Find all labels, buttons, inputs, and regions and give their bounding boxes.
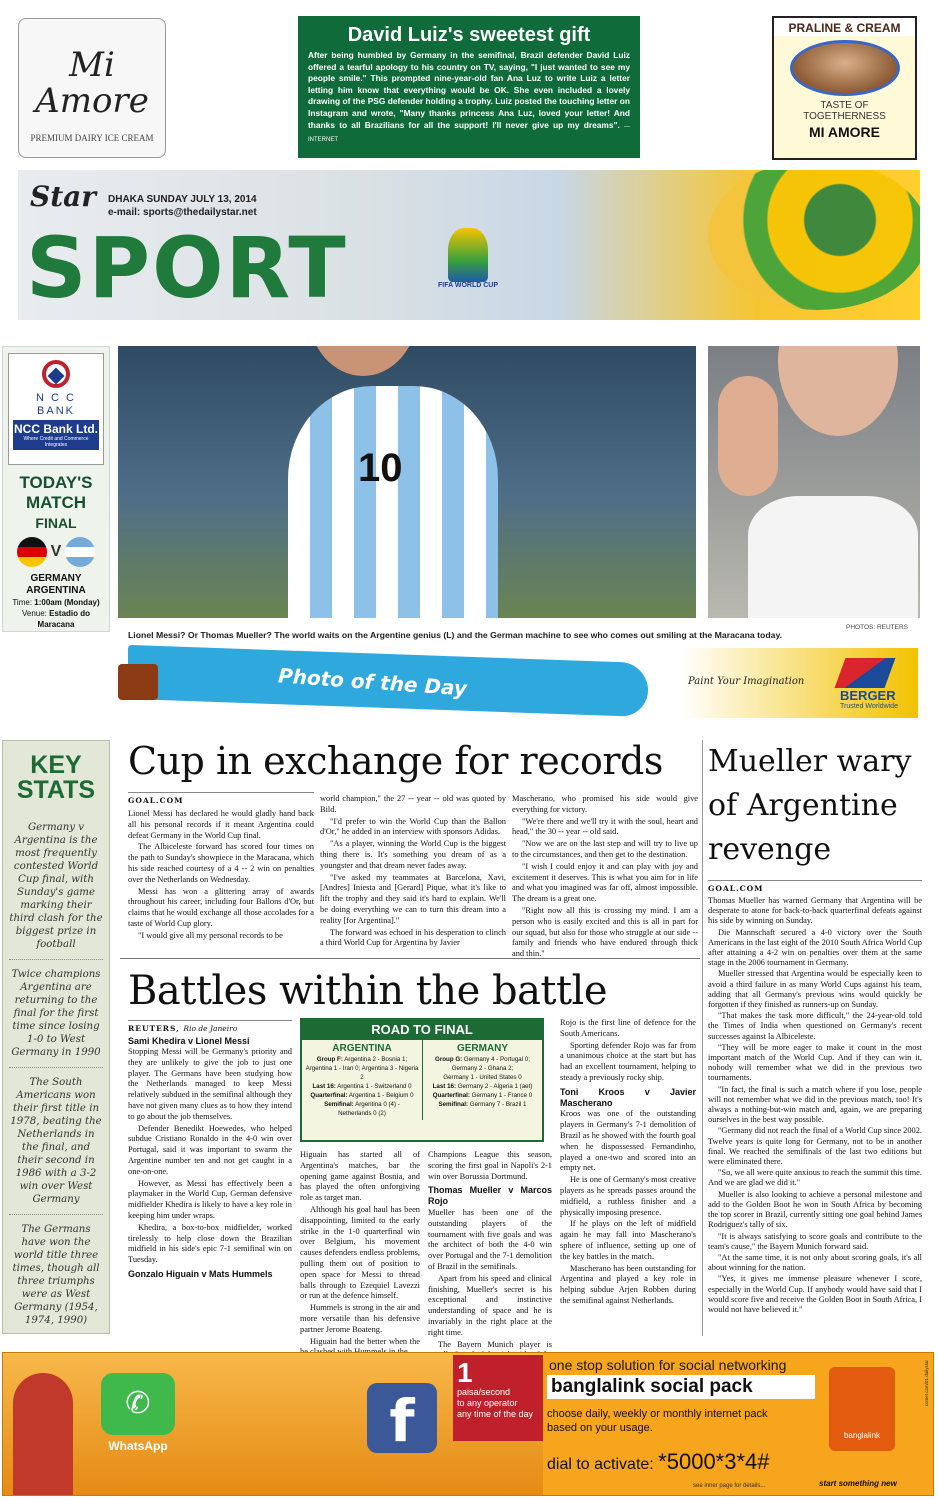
paragraph: "So, we all were quite anxious to reach the summit this time. And we are glad we did it." [708, 1168, 922, 1188]
road-label: Last 16: [312, 1083, 336, 1090]
road-text: Germany 7 - Brazil 1 [468, 1101, 527, 1108]
ncc-name-2: BANK [37, 405, 75, 417]
ad-dial [547, 1449, 770, 1475]
paragraph: "Germany did not reach the final of a World Cup since 2002. Twelve years is quite long for Germany, not to be in another final. We reached the semifinals of the last two editions but were eliminated there. [708, 1126, 923, 1167]
paragraph: Mueller is also looking to achieve a personal milestone and add to the Golden Boot he won in South Africa by becoming the top scorer in Brazil, currently sitting one goal behind James Rodriguez's tally of six. [708, 1189, 922, 1230]
brazuca-ball-graphic [708, 170, 920, 310]
key-stats-title [9, 753, 103, 803]
article1-col2 [320, 794, 506, 950]
paragraph: Mueller stressed that Argentina would be especially keen to avoid a third failure in as many World Cups against his team, adding that all Germany's previous wins would quickly be forgotten if they finished as runners-up on Sunday. [708, 969, 922, 1010]
rate-box [453, 1355, 543, 1441]
paragraph: Mascherano has been outstanding for Argentina and played a key role in helping subdue Arjen Robben during the semifinal against Netherlands. [560, 1263, 696, 1305]
masthead [18, 170, 920, 320]
photo-caption: Lionel Messi? Or Thomas Mueller? The world waits on the Argentine genius (L) and the German machine to see who comes out smiling at the Maracana today. [128, 630, 783, 640]
ncc-logo-icon [42, 360, 70, 388]
article1-col3 [512, 794, 698, 961]
road-label: Last 16: [432, 1083, 457, 1090]
argentina-road [302, 1040, 422, 1120]
world-cup-label: FIFA WORLD CUP [438, 282, 499, 289]
whatsapp-label: WhatsApp [108, 1439, 168, 1453]
dial-code: *5000*3*4# [658, 1449, 770, 1474]
paragraph: However, as Messi has effectively been a playmaker in the World Cup, German defensive midfielder Khedira is likely to have a key role in keeping him under wraps. [128, 1178, 292, 1220]
article3-byline: GOAL.COM [708, 880, 922, 893]
paragraph: "I've asked my teammates at Barcelona, Xavi, [Andres] Iniesta and [Gerard] Pique, what it's like to lift the trophy and they said it's hard to explain. We'll be doing everything we can to turn this dream into a reality [for Argentina]." [320, 872, 506, 925]
match-time [3, 597, 109, 608]
ad-see-inner: see inner page for details... [693, 1483, 766, 1489]
praline-ad [772, 16, 917, 160]
flags [3, 537, 109, 567]
road-line [305, 1109, 419, 1118]
photo-of-the-day-banner [128, 648, 918, 718]
banglalink-ad [2, 1352, 934, 1496]
paragraph: "That makes the task more difficult," the 24-year-old told the Times of India when questioned on Germany's recent successes against la Albiceleste. [708, 1011, 922, 1041]
paragraph: The Bayern Munich player is [438, 1339, 552, 1349]
argentina-flag-icon [65, 537, 95, 567]
paragraph: "At the same time, it is not only about scoring goals, it's all about winning for the nation. [708, 1252, 922, 1273]
dial-label: dial to activate: [547, 1456, 659, 1473]
paragraph: "I would give all my personal records to be [138, 930, 283, 940]
subhead: Gonzalo Higuain v Mats Hummels [128, 1268, 273, 1279]
gift-title: David Luiz's sweetest gift [347, 24, 591, 46]
team-name: ARGENTINA [332, 1043, 392, 1054]
headline-mueller: Mueller wary of Argentine revenge [708, 744, 912, 867]
messi-shirt [288, 386, 498, 618]
miamore-logo: Mi Amore [35, 45, 149, 121]
germany-flag-icon [17, 537, 47, 567]
ncc-name-1: N C C [36, 392, 76, 404]
road-text: Argentina 1 - Switzerland 0 [335, 1083, 412, 1090]
paragraph: "Right now all this is crossing my mind. I am a person who is easily excited and this is all in part for our squad, but also for those who struggle at our side -- family and friends who have endured through thick and thin." [512, 905, 698, 959]
road-text: Germany 1 - France 0 [469, 1092, 533, 1099]
agency-credit: comet.com/01 dailystar [924, 1360, 929, 1407]
potd-title: Photo of the Day [277, 663, 468, 701]
time-label: Time: [12, 598, 35, 607]
road-text: Germany 2 - Algeria 1 (aet) [456, 1083, 533, 1090]
venue-label: Venue: [21, 609, 50, 618]
paragraph: The forward was echoed in his desperation to clinch a third World Cup for Argentina by Javier [320, 927, 506, 948]
road-text: Argentina 1 - Belgium 0 [347, 1092, 414, 1099]
ncc-ltd: NCC Bank Ltd. [14, 422, 98, 436]
mueller-photo [708, 346, 920, 618]
road-label: Group G: [435, 1056, 463, 1063]
paragraph: Kroos was one of the outstanding players in Germany's 7-1 demolition of Brazil as he showed with the fourth goal when he dispossessed Fernandinho, played a one-two and scored into an empty net. [560, 1109, 696, 1173]
paragraph: Stopping Messi will be Germany's priority and they are unlikely to give the job to just one player. The Germans have been studying how the Netherlands managed to keep Messi relatively subdued in the semifinal although they have not given many clues as to how they intend to go about the job themselves. [128, 1047, 292, 1121]
article3-body [708, 880, 922, 1316]
key-stat: The South Americans won their first title in 1978, beating the Netherlands in the final, and their second in 1986 with a 3-2 win over West Germany [9, 1068, 103, 1215]
ice-cream-tub-image [790, 40, 900, 96]
road-line [426, 1073, 539, 1082]
paragraph: Messi has won a glittering array of awards throughout his career, including four Ballons d'Or, but claims that he would exchange all those accolades for a taste of World Cup glory. [128, 886, 314, 928]
whatsapp-icon: ✆ [101, 1373, 175, 1435]
paragraph: Lionel Messi has declared he would gladly hand back all his personal records if it meant Argentina could defeat Germany in the World Cup final. [128, 809, 314, 840]
ad-line-2: banglalink social pack [547, 1375, 815, 1399]
road-line [305, 1100, 419, 1109]
headline-cup-records: Cup in exchange for records [128, 739, 663, 783]
sport-title: SPORT [26, 219, 348, 317]
road-text: Germany 4 - Portugal 0; [462, 1056, 530, 1063]
road-label: Quarterfinal: [432, 1092, 470, 1099]
final-label: FINAL [35, 515, 77, 531]
ad-line-3a: choose daily, weekly or monthly internet pack [547, 1408, 768, 1420]
team-1: GERMANY [30, 573, 82, 584]
paragraph: Thomas Mueller has warned Germany that Argentina will be desperate to atone for back-to-back quarterfinal defeats against his side by winning on Sunday. [708, 896, 922, 926]
todays-match-heading [3, 473, 109, 513]
world-cup-emblem-icon [448, 228, 488, 282]
headline-battles: Battles within the battle [128, 968, 608, 1014]
date: DHAKA SUNDAY JULY 13, 2014 [108, 194, 257, 205]
road-line [305, 1055, 419, 1064]
ad-copy [543, 1353, 934, 1496]
miamore-tagline: PREMIUM DAIRY ICE CREAM [30, 133, 154, 143]
key-stat: The Germans have won the world title three times, though all three triumphs were as West Germany (1954, 1974, 1990) [12, 1224, 100, 1326]
road-line [426, 1055, 539, 1064]
paragraph: If he plays on the left of midfield again he may fall into Mascherano's sphere of influence, setting up one of the key battles in the match. [560, 1219, 696, 1261]
paragraph: Higuain had the better when the [310, 1336, 420, 1346]
berger-slogan: Paint Your Imagination [688, 676, 805, 687]
road-text: Netherlands 0 (2) [338, 1110, 386, 1117]
gift-story [298, 16, 640, 158]
praline-brand: MI AMORE [808, 124, 881, 140]
paragraph: Defender Benedikt Hoewedes, who helped subdue Cristiano Ronaldo in the 4-0 win over Portugal, said it was important to swarm the Argentine number ten and not get caught in a one-on-one. [128, 1123, 292, 1176]
road-to-final-box [300, 1018, 544, 1142]
key-stats-title-2: STATS [16, 776, 96, 804]
road-text: Argentina 0 (4) - [353, 1101, 400, 1108]
paragraph: "We're there and we'll try it with the soul, heart and head," the 30 -- year -- old said. [512, 816, 698, 837]
facebook-icon: f [367, 1383, 437, 1453]
paragraph: Higuain has started all of Argentina's matches, bar the opening game against Bosnia, and has played the often unforgiving role as target man. [300, 1150, 420, 1203]
banglalink-logo: banglalink [829, 1367, 895, 1451]
praline-tagline [774, 100, 915, 122]
berger-tagline: Trusted Worldwide [840, 703, 898, 710]
paragraph: Die Mannschaft secured a 4-0 victory over the South Americans in the last eight of the 2010 South Africa World Cup after attaining a 4-2 win on penalties over them at the same stage in the 2006 tournament in Germany. [708, 927, 922, 968]
ad-line-3b: based on your usage. [547, 1422, 653, 1434]
praline-tagline-1: TASTE OF [820, 100, 869, 111]
rate-text-3: any time of the day [457, 1409, 534, 1419]
road-to-final-title: ROAD TO FINAL [302, 1020, 542, 1040]
paragraph: "Yes, it gives me immense pleasure whenever I score, especially in the World Cup. If anybody would have said that I would score five and receive the Golden Boot in South Africa, I would not have believed it." [708, 1274, 922, 1314]
paragraph: "They will be more eager to make it count in the most important match of the World Cup. And if they can win it, nobody will remember what we did in the previous two tournaments. [708, 1042, 922, 1083]
photos-credit: PHOTOS: REUTERS [846, 624, 909, 631]
divider [120, 958, 700, 959]
paragraph: "It is always satisfying to score goals and contribute to the team's cause," the Bayern Munich forward said. [708, 1231, 922, 1251]
paragraph: "I wish I could enjoy it and can play with joy and excitement it deserves. This is what you aim for in life and what you imagined was far off, almost impossible. The dream is a great one. [512, 861, 698, 904]
paragraph: Although his goal haul has been disappointing, limited to the early strike in the 1-0 quarterfinal win over Belgium, his movement causes defenders endless problems, pulling them out of position to open space for Messi to thread balls through to Ezequiel Lavezzi or run at the defence himself. [300, 1204, 420, 1301]
road-line [305, 1091, 419, 1100]
mueller-hand [718, 376, 778, 496]
road-label: Quarterfinal: [310, 1092, 348, 1099]
paragraph: Mueller has been one of the outstanding players of the tournament with five goals and was the architect of both the 4-0 win over Portugal and the 7-1 demolition of Brazil in the semifinals. [428, 1207, 552, 1271]
subhead: Thomas Mueller v Marcos Rojo [428, 1185, 552, 1207]
road-label: Semifinal: [438, 1101, 469, 1108]
berger-name: BERGER [840, 688, 896, 703]
ncc-name [9, 392, 103, 418]
road-label: Semifinal: [324, 1101, 354, 1108]
road-text: Argentina 1 - Iran 0; Argentina 3 - Nigeria 2 [305, 1065, 419, 1081]
todays-match-panel [2, 346, 110, 632]
todays-label: TODAY'S [19, 473, 93, 492]
road-text: Argentina 2 - Bosnia 1; [342, 1056, 408, 1063]
world-cup-logo [438, 228, 498, 304]
berger-logo-icon [835, 658, 896, 688]
praline-tagline-2: TOGETHERNESS [803, 111, 886, 122]
paragraph: Hummels is strong in the air and more versatile than his defensive partner Jerome Boateng. [300, 1303, 420, 1334]
gift-body-text: After being humbled by Germany in the semifinal, Brazil defender David Luiz offered a tearful apology to his country on TV, saying, "I just wanted to see my people smile." This prompted nine-year-old fan Ana Luz to write Luiz a letter letting him know that everything would be OK. She even included a lovely drawing of the PSG defender holding a trophy. Luiz posted the touching letter on Instagram and wrote, "Many thanks princess Ana Luz, loved your letter! And thanks to all Brazilians for all the support! I'll never give up my dreams". [308, 50, 630, 130]
banglalink-tagline: start something new [819, 1479, 897, 1488]
subhead: Sami Khedira v Lionel Messi [128, 1036, 250, 1046]
brush-handle-icon [118, 664, 158, 700]
match-label: MATCH [25, 493, 87, 512]
email[interactable]: e-mail: sports@thedailystar.net [108, 207, 257, 218]
paragraph: Apart from his speed and clinical finishing, Mueller's secret is his exceptional and instinctive understanding of space and he is invariably in the right place at the right time. [428, 1273, 552, 1337]
gift-body [308, 50, 630, 147]
key-stat: Germany v Argentina is the most frequently contested World Cup final, with Sunday's game marking their third clash for the biggest prize in football [9, 813, 103, 960]
messi-head [308, 346, 418, 376]
time-value: 1:00am (Monday) [34, 598, 100, 607]
road-line [426, 1064, 539, 1073]
paragraph: Rojo is the first line of defence for the South Americans. [560, 1018, 696, 1038]
paragraph: The Albiceleste forward has scored four times on the path to Sunday's showpiece in the Maracana, which his side reached courtesy of a 4 -- 2 win on penalties over the Netherlands on Wednesday. [128, 842, 314, 884]
match-venue [3, 608, 109, 630]
article1-byline: GOAL.COM [128, 792, 314, 805]
ad-line-1: one stop solution for social networking [549, 1357, 787, 1373]
mueller-shirt [748, 496, 918, 618]
paragraph: "In fact, the final is such a match where if you lose, people will not remember what we did in the previous match, too! It's always a nothing-but-win match and, again, we are preparing ourselves in the best way possible. [708, 1084, 922, 1125]
rate-text-2: to any operator [457, 1398, 518, 1408]
paragraph: "I'd prefer to win the World Cup than the Ballon d'Or," he added in an interview with sponsors Adidas. [320, 816, 506, 837]
road-line [426, 1082, 539, 1091]
teams [3, 573, 109, 597]
vs-label: V [50, 543, 62, 560]
road-line [305, 1064, 419, 1082]
article1-col1 [128, 792, 314, 943]
team-2: ARGENTINA [26, 585, 86, 596]
article2-col1 [128, 1020, 292, 1280]
woman-figure [13, 1373, 73, 1496]
mueller-head [778, 346, 898, 436]
ad-illustration [3, 1353, 543, 1496]
column-divider [702, 740, 703, 1336]
gift-source: ---INTERNET [308, 123, 631, 144]
miamore-ad [18, 18, 166, 158]
star-logo: Star [30, 180, 97, 213]
ad-line-3 [547, 1407, 768, 1435]
paragraph: "Now we are on the last step and will try to live up to the circumstances, and then get to the destination. [512, 839, 698, 859]
article2-byline [128, 1020, 292, 1033]
key-stats [2, 740, 110, 1334]
paragraph: Champions League this season, scoring the first goal in Napoli's 2-1 win over Borussia Dortmund. [428, 1150, 552, 1181]
rate-number: 1 [457, 1357, 473, 1388]
ncc-bank-ad [8, 353, 104, 465]
article2-byline-place: Rio de Janeiro [183, 1024, 238, 1033]
road-line [426, 1091, 539, 1100]
subhead: Toni Kroos v Javier Mascherano [560, 1086, 696, 1108]
praline-title: PRALINE & CREAM [774, 18, 915, 36]
paragraph: "As a player, winning the World Cup is the biggest thing there is. It's something you dream of as a youngster and that dream never fades away. [320, 839, 506, 870]
road-line [305, 1082, 419, 1091]
paragraph: Sporting defender Rojo was far from a unanimous choice at the start but has had an excellent tournament, helping to steady a previously rocky ship. [560, 1040, 696, 1082]
article2-col3 [428, 1150, 552, 1373]
venue-value: Estadio do Maracana [37, 609, 91, 629]
team-name: GERMANY [456, 1043, 509, 1054]
paragraph: world champion," the 27 -- year -- old was quoted by Bild. [320, 794, 506, 814]
messi-shirt-number: 10 [358, 446, 403, 490]
road-text: Germany 1 - United States 0 [443, 1074, 522, 1081]
paragraph: Khedira, a box-to-box midfielder, worked tirelessly to help close down the Brazilian midfield in his side's epic 7-1 semifinal win on Tuesday. [128, 1222, 292, 1265]
ncc-sub: Where Credit and Commerce Integrates [13, 436, 99, 450]
article2-col4 [560, 1018, 696, 1308]
key-stat: Twice champions Argentina are returning to the final for the first time since losing 1-0 to West Germany in 1990 [9, 960, 103, 1068]
road-line [426, 1100, 539, 1109]
paragraph: He is one of Germany's most creative players as he spreads passes around the midfield, a ruthless finisher and a physically imposing presence. [560, 1175, 696, 1217]
article2-col2 [300, 1150, 420, 1359]
key-stats-title-1: KEY [30, 751, 82, 779]
road-label: Group F: [316, 1056, 343, 1063]
messi-photo [118, 346, 696, 618]
dateline [108, 193, 257, 219]
rate-text-1: paisa/second [457, 1387, 511, 1397]
paragraph: Mascherano, who promised his side would give everything for victory. [512, 794, 698, 814]
germany-road [422, 1040, 542, 1120]
article2-byline-agency: REUTERS, [128, 1024, 180, 1033]
road-text: Germany 2 - Ghana 2; [451, 1065, 514, 1072]
